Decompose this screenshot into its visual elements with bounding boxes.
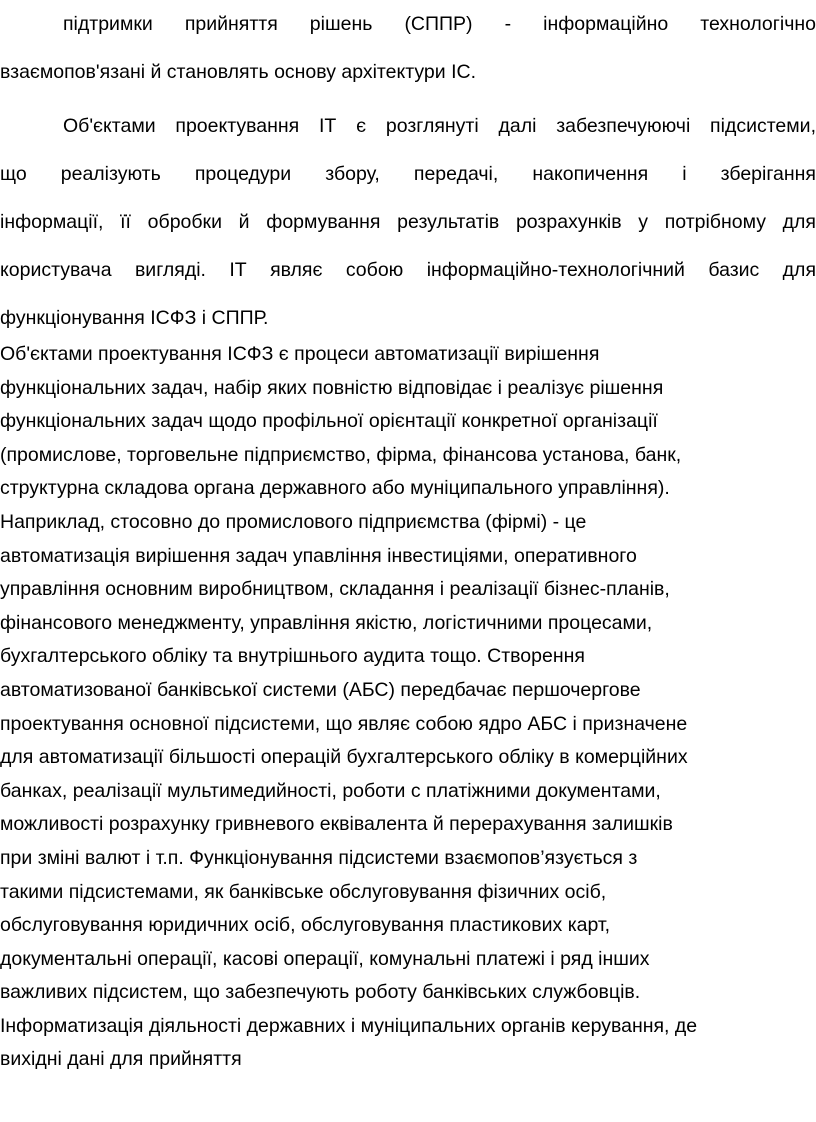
- text-line: обслуговування юридичних осіб, обслуговування пластикових карт,: [0, 914, 611, 937]
- text-line: управління основним виробництвом, складання і реалізації бізнес-планів,: [0, 578, 670, 601]
- text-line: бухгалтерського обліку та внутрішнього аудита тощо. Створення: [0, 645, 585, 668]
- text-line: такими підсистемами, як банківське обслуговування фізичних осіб,: [0, 880, 607, 903]
- text-line: проектування основної підсистеми, що являє собою ядро АБС і призначене: [0, 712, 688, 735]
- paragraph-1: [0, 0, 816, 96]
- text-line: що реалізують процедури збору, передачі, накопичення і зберігання: [0, 163, 816, 185]
- text-line: автоматизація вирішення задач упавління інвестиціями, оперативного: [0, 544, 637, 567]
- text-line: користувача вигляді. ІТ являє собою інформаційно-технологічний базис для: [0, 259, 816, 281]
- text-line: Інформатизація діяльності державних і муніципальних органів керування, де: [0, 1014, 698, 1037]
- text-line: можливості розрахунку гривневого еквівалента й перерахування залишків: [0, 813, 673, 836]
- text-line: Наприклад, стосовно до промислового підприємства (фірмі) - це: [0, 510, 587, 533]
- text-line: фінансового менеджменту, управління якістю, логістичними процесами,: [0, 611, 653, 634]
- text-line: інформації, її обробки й формування результатів розрахунків у потрібному для: [0, 211, 816, 233]
- text-line: при зміні валют і т.п. Функціонування підсистеми взаємопов’язується з: [0, 846, 638, 869]
- text-line: банках, реалізації мультимедийності, роботи с платіжними документами,: [0, 779, 661, 802]
- text-line: для автоматизації більшості операцій бухгалтерського обліку в комерційних: [0, 746, 688, 769]
- text-line: функціональних задач, набір яких повністю відповідає і реалізує рішення: [0, 376, 664, 399]
- text-line: взаємопов'язані й становлять основу архітектури ІС.: [0, 61, 476, 83]
- text-line: функціонування ІСФЗ і СППР.: [0, 307, 269, 329]
- text-line: підтримки прийняття рішень (СППР) - інформаційно технологічно: [63, 13, 816, 35]
- text-line: (промислове, торговельне підприємство, фірма, фінансова установа, банк,: [0, 443, 682, 466]
- paragraph-2: [0, 102, 816, 342]
- text-line: Об'єктами проектування ІТ є розглянуті далі забезпечуюючі підсистеми,: [63, 115, 816, 137]
- text-line: структурна складова органа державного або муніципального управління).: [0, 477, 670, 500]
- text-line: Об'єктами проектування ІСФЗ є процеси автоматизації вирішення: [0, 343, 600, 365]
- paragraph-3: [0, 338, 816, 1077]
- text-line: функціональних задач щодо профільної орієнтації конкретної організації: [0, 410, 658, 433]
- text-line: важливих підсистем, що забезпечують роботу банківських службовців.: [0, 981, 641, 1004]
- text-line: документальні операції, касові операції, комунальні платежі і ряд інших: [0, 947, 650, 970]
- text-line: автоматизованої банківської системи (АБС) передбачає першочергове: [0, 678, 641, 701]
- text-line: вихідні дані для прийняття: [0, 1048, 242, 1071]
